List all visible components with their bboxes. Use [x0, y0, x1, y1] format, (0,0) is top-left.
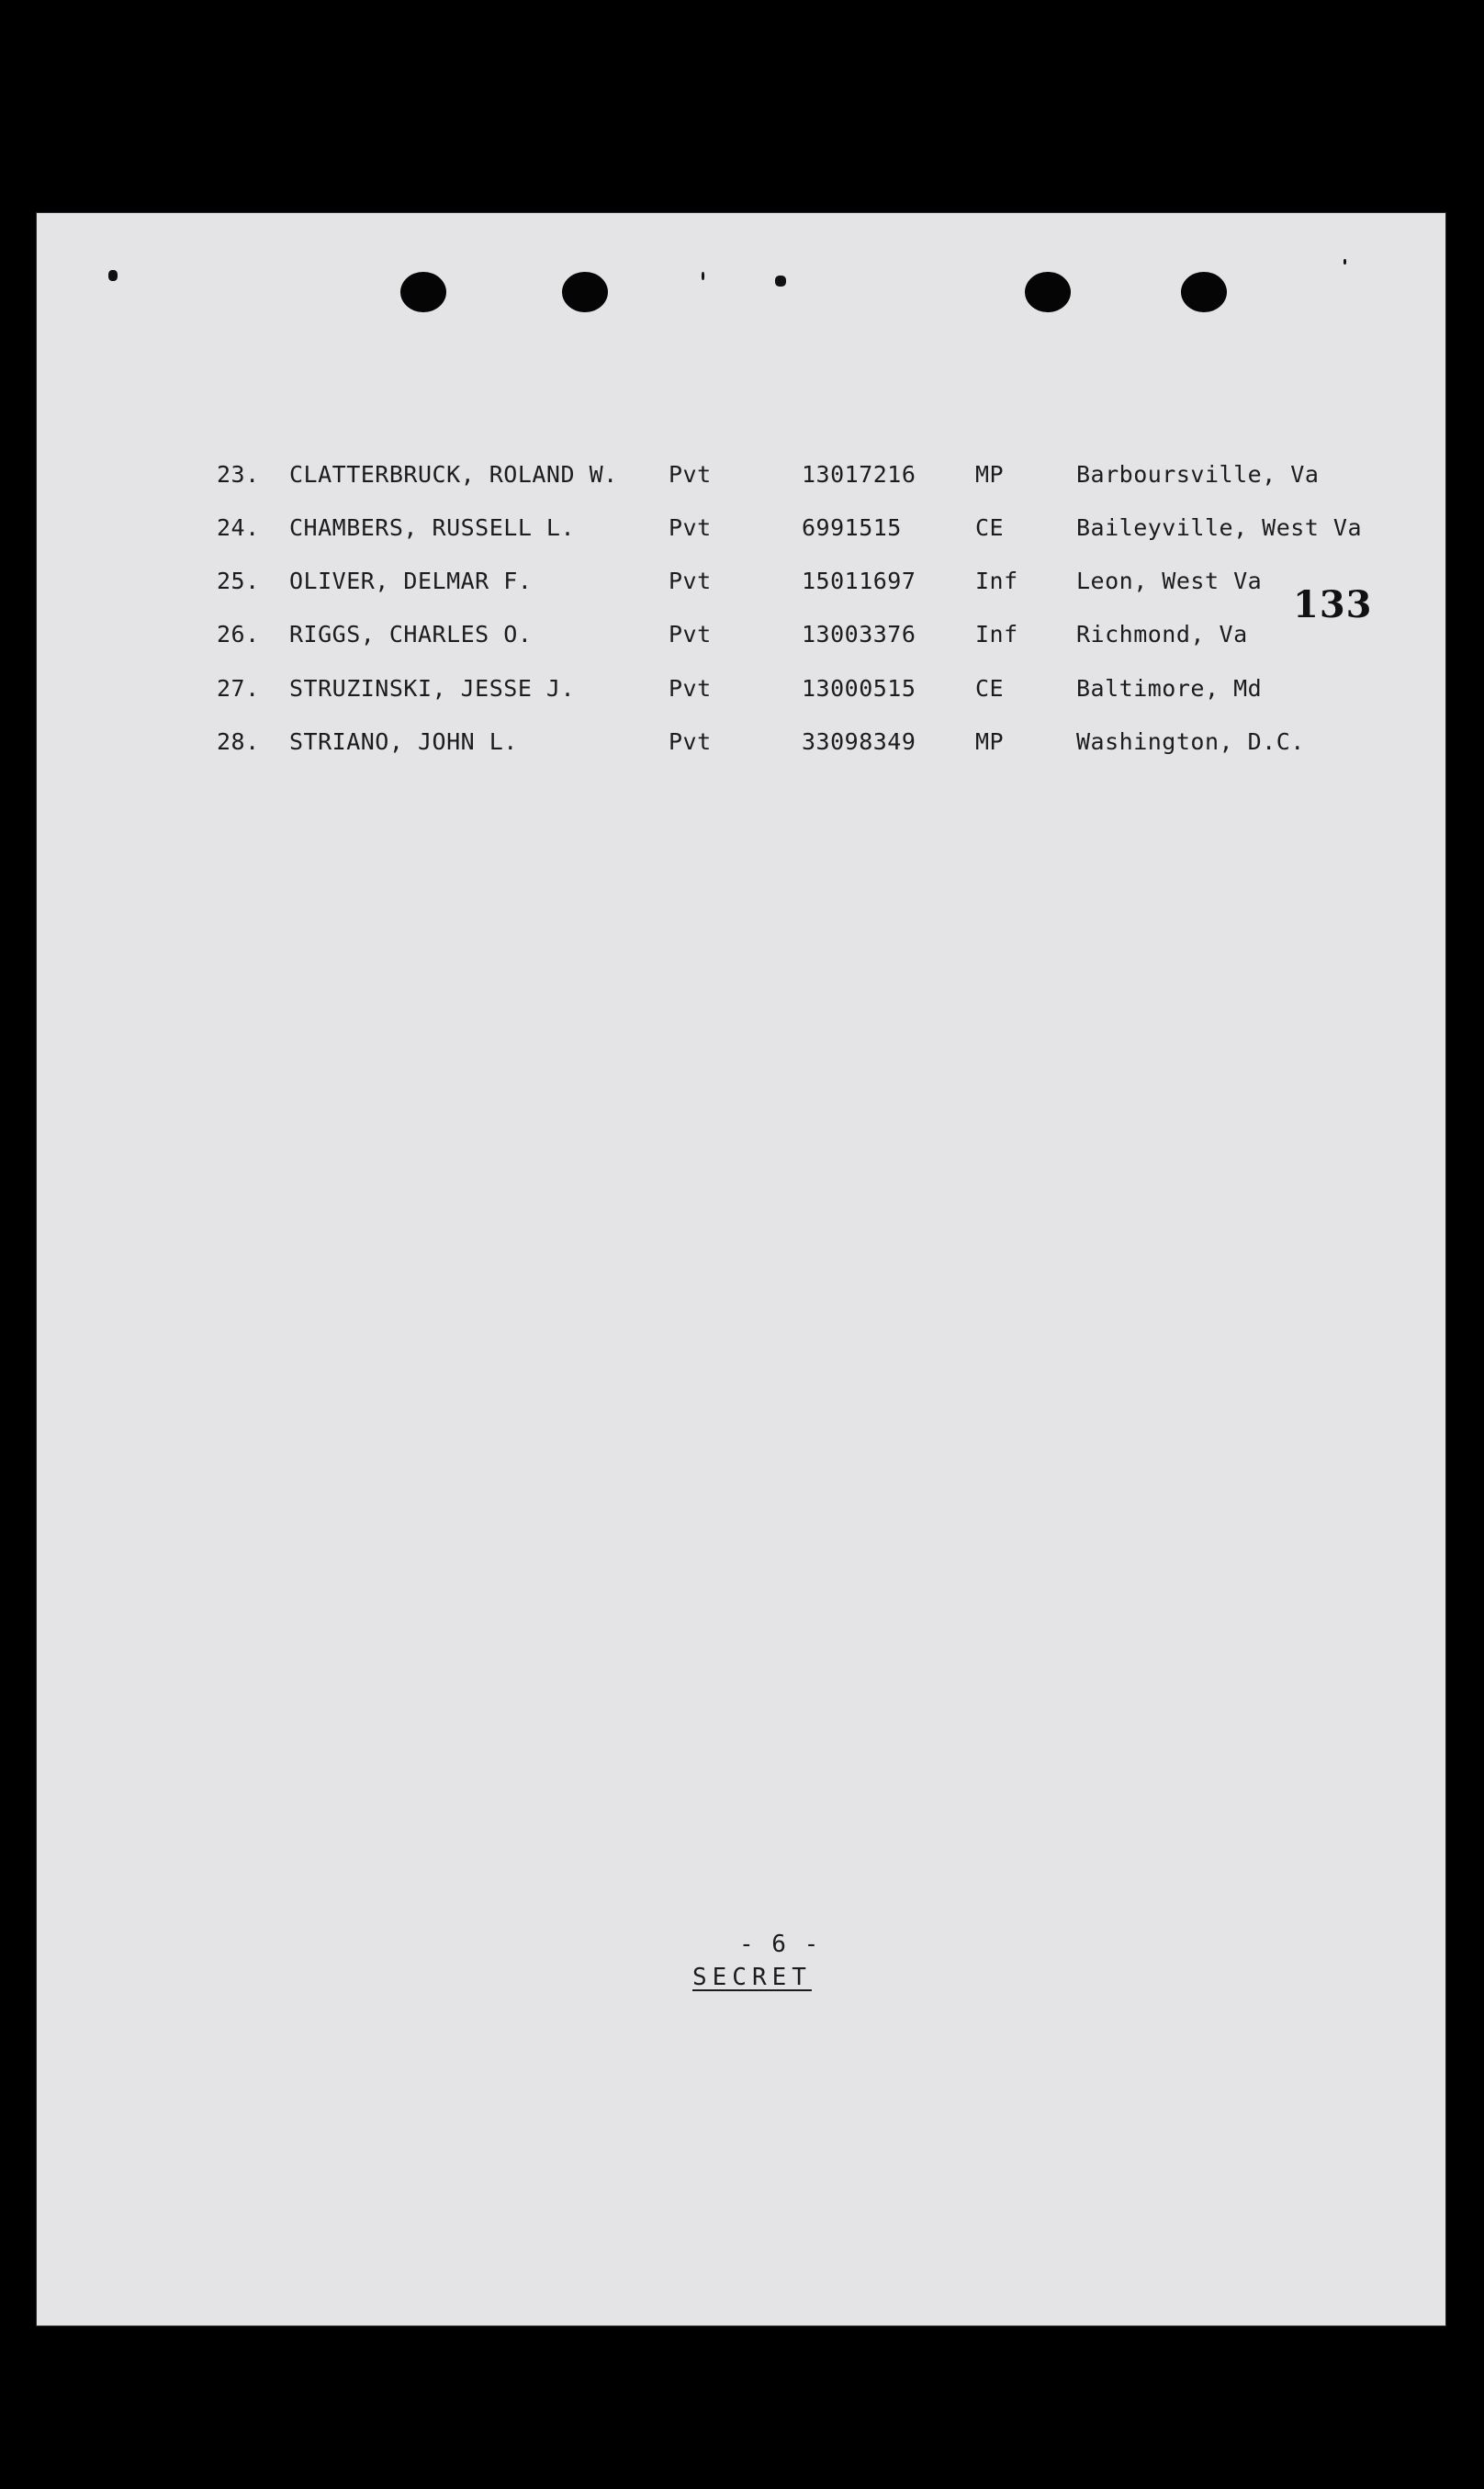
- hometown: Baltimore, Md: [1076, 675, 1263, 702]
- row-number: 28.: [217, 728, 260, 755]
- classification-marking: SECRET: [692, 1964, 812, 1991]
- person-name: STRUZINSKI, JESSE J.: [289, 675, 576, 702]
- branch: CE: [975, 514, 1005, 541]
- person-name: CHAMBERS, RUSSELL L.: [289, 514, 576, 541]
- serial-number: 13000515: [802, 675, 916, 702]
- branch: MP: [975, 728, 1005, 755]
- serial-number: 13003376: [802, 621, 916, 648]
- person-name: RIGGS, CHARLES O.: [289, 621, 533, 648]
- roster-row: [37, 461, 1445, 498]
- roster-row: [37, 621, 1445, 658]
- serial-number: 33098349: [802, 728, 916, 755]
- rank: Pvt: [669, 675, 712, 702]
- row-number: 27.: [217, 675, 260, 702]
- row-number: 25.: [217, 568, 260, 594]
- page-number: - 6 -: [739, 1931, 821, 1958]
- hometown: Barboursville, Va: [1076, 461, 1320, 488]
- hometown: Washington, D.C.: [1076, 728, 1305, 755]
- row-number: 26.: [217, 621, 260, 648]
- branch: MP: [975, 461, 1005, 488]
- serial-number: 13017216: [802, 461, 916, 488]
- branch: CE: [975, 675, 1005, 702]
- roster-row: [37, 514, 1445, 551]
- hometown: Leon, West Va: [1076, 568, 1263, 594]
- page-stamp-number: 133: [1293, 583, 1373, 626]
- branch: Inf: [975, 568, 1018, 594]
- hometown: Richmond, Va: [1076, 621, 1248, 648]
- roster-row: [37, 568, 1445, 604]
- rank: Pvt: [669, 514, 712, 541]
- hometown: Baileyville, West Va: [1076, 514, 1363, 541]
- branch: Inf: [975, 621, 1018, 648]
- row-number: 24.: [217, 514, 260, 541]
- roster-row: [37, 675, 1445, 712]
- serial-number: 6991515: [802, 514, 902, 541]
- serial-number: 15011697: [802, 568, 916, 594]
- rank: Pvt: [669, 461, 712, 488]
- person-name: STRIANO, JOHN L.: [289, 728, 518, 755]
- row-number: 23.: [217, 461, 260, 488]
- roster-row: [37, 728, 1445, 765]
- personnel-roster: [37, 213, 1445, 2326]
- document-page: [37, 213, 1445, 2326]
- person-name: CLATTERBRUCK, ROLAND W.: [289, 461, 618, 488]
- rank: Pvt: [669, 568, 712, 594]
- person-name: OLIVER, DELMAR F.: [289, 568, 533, 594]
- rank: Pvt: [669, 728, 712, 755]
- rank: Pvt: [669, 621, 712, 648]
